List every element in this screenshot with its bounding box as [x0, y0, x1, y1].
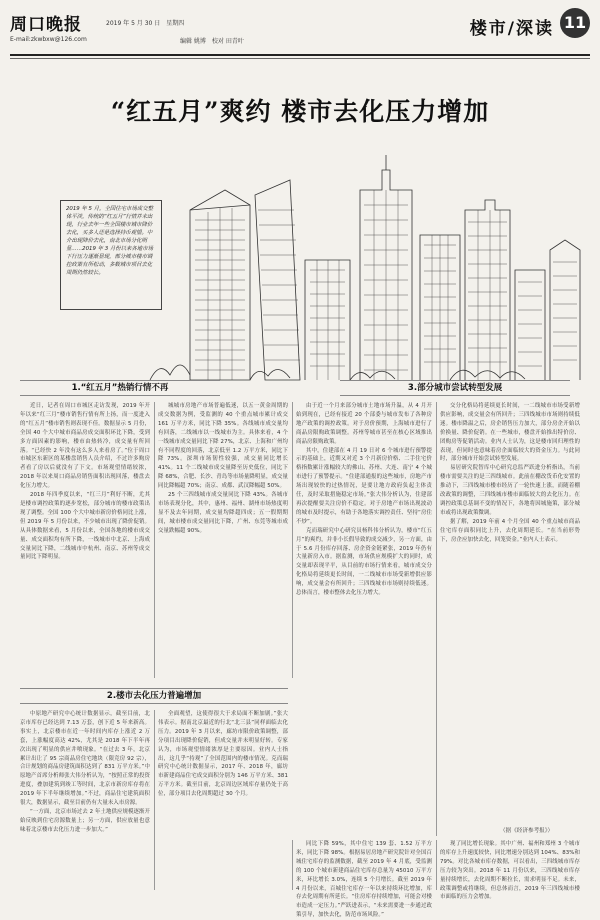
- column-1: [20, 402, 150, 678]
- header-rule-thin: [10, 58, 590, 59]
- column-divider: [154, 710, 155, 890]
- column-2: [158, 402, 288, 678]
- column-4: [440, 402, 580, 832]
- column-divider: [154, 402, 155, 678]
- subhead-section-3: 3.部分城市尝试转型发展: [340, 380, 570, 396]
- masthead: [10, 6, 590, 58]
- email: E-mail:zkwbxw@126.com: [10, 36, 87, 43]
- paragraph: 克而瑞研究中心研究员杨科伟分析认为，楼市“红五月”的爽约，并非小长假导致的成交减少，另一方面，由于 5.6 月份库存回落、房企资金链紧张，2019 年仍有大量新房入市。据监测，市场供应规模扩大的同时，成交量却表现平平，从目前的市场行情来看，城市成交分化格局将延续更长时间，一二线城市市场受新增供应影响，成交量会有所回升；三四线城市市场则持续低迷。总体而言，楼市整体去化压力增大。: [296, 527, 432, 597]
- paragraph: 易居研究院智库中心研究总监严跃进分析指出，当前楼市需要关注的是三四线城市。此前在棚改货币化安置的推动下，三四线城市楼市经历了一轮快速上涨，而随着棚改政策的调整，三四线城市楼市面临较大的去化压力。在调控政策总基调不变的情况下，各地将因城施策，部分城市或将出现政策微调。: [440, 465, 580, 516]
- column-7: [296, 840, 432, 919]
- page-number: 11: [560, 8, 590, 38]
- paragraph: 交分化格局将延续更长时间，一二线城市市场受新增供应影响，成交量会有所回升；三四线城市市场则持续低迷。楼市降温之后，房企销售压力加大，部分房企开始以价换量、降价促销。在一些城市，楼盘开始推出特价房、团购房等促销活动。业内人士认为，这是楼市回归理性的表现，但同时也意味着房企面临较大的资金压力。与此同时，部分城市开始尝试转型发展。: [440, 403, 580, 463]
- editor-credit: 编辑 姚博 校对 田青叶: [180, 38, 244, 45]
- paragraph: 由于近一个月来部分城市土地市场升温，从 4 月开始到现在，已经有接近 20 个部委与城市发布了各种房地产政策的调控政策。对于房价预期，上海城市进行了商品房限购政策调整。苏州等城市甚至在核心区域推出商品房限购政策。: [296, 403, 432, 445]
- column-6: [158, 710, 288, 890]
- dateline: 2019 年 5 月 30 日 星期四: [106, 20, 185, 27]
- city-skyline-illustration: [150, 150, 590, 380]
- paragraph: 其中，住建部在 4 月 19 日对 6 个城市进行预警提示的基础上，近期又对近 3 个月新房价格、二手住宅价格指数累计涨幅较大的佛山、苏州、大连、南宁 4 个城市进行了预警提示。“住建部通报的这些城市，房地产市场出现较快的过热情况，是要让地方政府负起主体责任，及时采取措施稳定市场。”张大伟分析认为，住建部再次提醒要关注房价不稳定。对于房地产市场出现波动的城市及时提示，有助于各地落实调控责任、坚持“房住不炒”。: [296, 447, 432, 525]
- section-name: 楼市/深读: [469, 19, 554, 39]
- column-8: [440, 840, 580, 901]
- paragraph: 城城市房地产市场普遍低迷，以五一黄金周期的成交数据为例，受监测的 40 个重点城市累计成交 161 万平方米，同比下降 35%。各线城市成交量均有回落，二线城市以一线城市为主。具体来看，4 个一线城市成交量同比下降 27%，北京、上海和广州均有不同程度的回落，北京低至 1.2 万平方米，同比下降 73%。深圳市场韧性较强，成交量同比增长 41%。11 个二线城市成交量降至历史低位，同比下降 68%，合肥、长沙、青岛等市场量降明显，成交量同比降幅超 70%；南京、成都、武汉降幅超 50%。: [158, 403, 288, 490]
- column-divider: [292, 402, 293, 678]
- column-divider: [436, 840, 437, 890]
- headline: “红五月”爽约 楼市去化压力增加: [110, 97, 490, 126]
- paragraph: 2018 年四季度以来，“红三月”利好不断，尤其是楼市调控政策的逐步宽松，部分城市的楼市政策出现了调整。全国 100 个大中城市新房价格同比上涨，但 2019 年 5 月份以来，不少城市出现了降价促销。从具体数据来看，5 月份以来，全国各地的楼市成交量、成交面积均有所下降，一线城市中北京、上海成交量同比下降，二线城市中杭州、南京、苏州等成交量同比下降明显。: [20, 492, 150, 561]
- column-divider: [292, 840, 293, 890]
- paragraph: 同比下降 59%，其中住宅 139 套、1.52 万平方米，同比下降 98%。根据易居房地产研究院针对全国百城住宅库存的监测数据，截至 2019 年 4 月底，受监测的 100 个城市新建商品住宅库存总量为 45010 万平方米，环比增长 3.0%，连续 5 个月增长。截至 2019 年 4 月份以来，百城住宅库存一年以来持续环比增加，库存去化周期有所延长。“住房库存持续增加，可能会对楼市造成一定压力。”严跃进表示，“未来需要进一步通过政策引导，加快去化，防范市场风险。”: [296, 841, 432, 919]
- paragraph: 近日，记者在周口市城区走访发现，2019 年开年以来“红三月”楼市销售行情有所上扬，而一度进入的“红五月”楼市销售则表现不佳。数据显示 5 月份，全国 40 个大中城市商品房成交面积环比下降，受到多方面因素的影响，楼市由热转冷，成交量有所回落。“已经快 2 年没有这么多人来看房了。”位于周口市城区东新区的某楼盘销售人员介绍，不过许多购房者看了房以后就没有了下文。市场观望情绪较浓，2018 年以来周口商品房销售面积出现回落，楼盘去化压力增大。: [20, 403, 150, 490]
- paragraph: 据了解，2019 年前 4 个月全国 40 个重点城市商品住宅库存面积同比上升，去化周期延长。“在当前形势下，房企应加快去化，回笼资金。”业内人士表示。: [440, 518, 580, 543]
- subhead-section-1: 1.“红五月”热销行情不再: [20, 380, 220, 396]
- source-credit: （据《经济参考报》）: [500, 828, 554, 834]
- paragraph: 全面观望，这使得很大于求局面不断加剧。”张大伟表示。据南北京最近的行北“北三县”同样面临去化压力。2019 年 3 月以来，廊坊市限价政策调整，部分项目出现降价促销，但成交量并未明显好转。专家认为，市场观望情绪浓厚是主要原因。业内人士指出，这几乎“持观”了全国范围内的楼市情况。克而瑞研究中心统计数据显示，2017 年、2018 年，廊坊市新建商品住宅成交面积分别为 146 万平方米、381 万平方米。截至目前，北京周边区域库存量仍处于高位，部分项目去化周期超过 30 个月。: [158, 711, 288, 798]
- subhead-section-2: 2.楼市去化压力普遍增加: [20, 688, 288, 704]
- lead-summary-box: 2019 年 5 月，全国住宅市场成交整体平淡，传统的“红五月”行情并未出现，行业去年一些全国楼市城市降价去化，买多人还是选择持币观望。中介出现降价去化，南北市场分化明显……2019 年 3 月份以来各地市场下行压力逐渐显现，部分城市楼市调控政策有所松动，多数城市项目去化周期仍然较长。: [60, 200, 162, 310]
- column-divider: [436, 402, 437, 836]
- paragraph: 中原地产研究中心统计数据显示，截至目前，北京市库存已经达到 7.13 万套，创下近 5 年来新高。事实上，北京楼市在近一年时间内库存上涨近 2 万套，上涨幅度高达 42%，尤其是 2018 年下半年再次出现了明显的供应井喷现象。“在过去 3 年，北京累计出让了 95 宗商品房住宅地块（限竞房 92 宗），合计规划的商品房建筑面积达到了 831 万平方米。”中原地产首席分析师张大伟分析认为，“按照正常的投资进度，叠加建筑到竣工等时间，北京市新房库存将在 2019 年下半年继续增加。”不过，商品住宅建筑面积很大，数据显示，截至目前仍有大量未入市房源。: [20, 711, 150, 807]
- column-5: [20, 710, 150, 890]
- paragraph: “一方面，北京市场过去 2 年土地供应规模逐渐开始反映到住宅房源数量上；另一方面，供应放量也意味着北京楼市去化压力进一步加大。”: [20, 808, 150, 833]
- column-3: [296, 402, 432, 836]
- paragraph: 25 个三四线城市成交量同比下降 43%。各城市市场表现分化，其中，惠州、福州、湖州市场热度明显不及去年同期，成交量均降超四成；五一假期期间，城市楼市成交量同比下降，广州、东莞等城市成交量跌幅超 90%。: [158, 492, 288, 534]
- paragraph: 现了同比增长现象。其中广州、福州和郑州 3 个城市的库存上升速度较快，同比增速分别达到 104%、83%和 79%。对比各城市库存数据，可以看出，三四线城市库存压力较为突出。2018 年 11 月份以来，三四线城市库存量持续增长，去化周期不断拉长，需求明显不足。未来，政策调整或将继续，但总体而言，2019 年三四线城市楼市面临的压力会增加。: [440, 841, 580, 901]
- newspaper-logo: 周口晚报: [10, 15, 82, 35]
- header-rule: [10, 54, 590, 56]
